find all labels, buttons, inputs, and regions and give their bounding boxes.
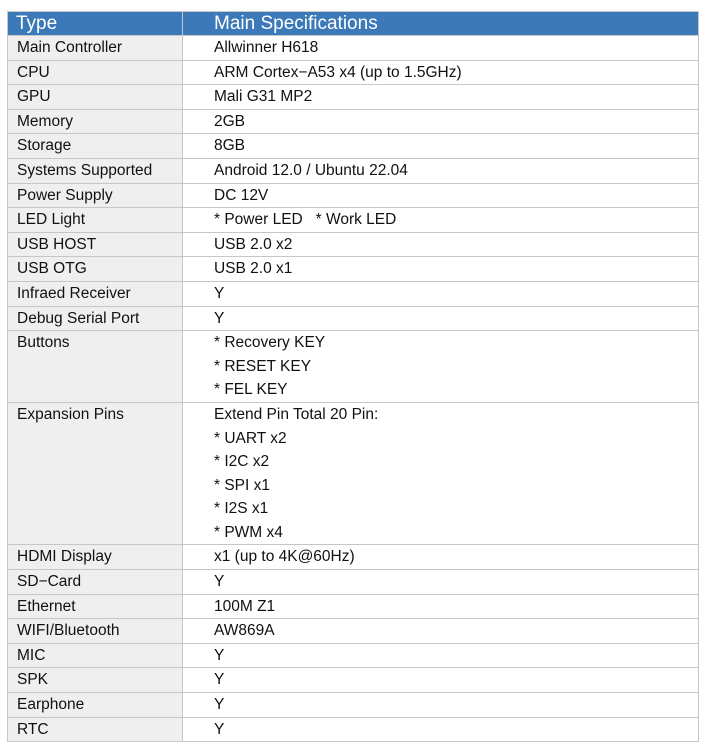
spec-type-label: Ethernet xyxy=(17,597,76,615)
spec-type-label: Systems Supported xyxy=(17,161,153,179)
spec-value-line: Allwinner H618 xyxy=(214,39,319,56)
spec-type-label: USB OTG xyxy=(17,260,87,278)
spec-type-cell xyxy=(8,158,183,183)
table-row xyxy=(8,183,699,208)
spec-type-label: Power Supply xyxy=(17,186,113,204)
spec-value-line: * I2S x1 xyxy=(214,500,269,518)
spec-value-line: USB 2.0 x2 xyxy=(214,235,293,253)
spec-type-cell xyxy=(8,208,183,233)
table-row xyxy=(8,570,699,595)
table-row xyxy=(8,232,699,257)
spec-type-cell xyxy=(8,717,183,742)
table-header-row xyxy=(8,12,699,36)
table-row xyxy=(8,208,699,233)
spec-value-line: USB 2.0 x1 xyxy=(214,260,293,278)
spec-type-cell xyxy=(8,281,183,306)
table-row xyxy=(8,619,699,644)
spec-value-line: 8GB xyxy=(214,137,246,155)
spec-type-cell xyxy=(8,36,183,61)
spec-value-line: * FEL KEY xyxy=(214,381,288,399)
spec-type-label: Storage xyxy=(17,137,72,155)
spec-type-label: Buttons xyxy=(17,334,70,352)
spec-value-line: Extend Pin Total 20 Pin: xyxy=(214,405,379,423)
spec-value-line: * UART x2 xyxy=(214,429,287,447)
table-row xyxy=(8,717,699,742)
spec-type-cell xyxy=(8,402,183,545)
spec-table xyxy=(7,11,699,742)
spec-value-line: * RESET KEY xyxy=(214,357,312,375)
spec-value-cell xyxy=(183,693,699,718)
spec-value-line: Y xyxy=(214,573,225,591)
spec-type-label: MIC xyxy=(17,646,46,664)
spec-value-cell xyxy=(183,257,699,282)
spec-type-cell xyxy=(8,109,183,134)
table-row xyxy=(8,60,699,85)
spec-type-cell xyxy=(8,183,183,208)
spec-value-line: AW869A xyxy=(214,622,275,640)
table-row xyxy=(8,158,699,183)
table-row xyxy=(8,281,699,306)
spec-type-label: Earphone xyxy=(17,696,85,714)
spec-type-label: Debug Serial Port xyxy=(17,309,140,327)
spec-value-cell xyxy=(183,109,699,134)
spec-value-cell xyxy=(183,281,699,306)
spec-value-line: Y xyxy=(214,646,225,664)
spec-value-cell xyxy=(183,306,699,331)
spec-type-label: SD−Card xyxy=(17,573,82,591)
spec-type-cell xyxy=(8,570,183,595)
spec-value-line: Y xyxy=(214,284,225,302)
spec-type-label: GPU xyxy=(17,88,51,106)
spec-value-cell xyxy=(183,60,699,85)
spec-value-cell xyxy=(183,134,699,159)
spec-value-line: Y xyxy=(214,309,225,327)
spec-value-cell xyxy=(183,643,699,668)
spec-type-cell xyxy=(8,693,183,718)
header-type: Type xyxy=(8,12,183,36)
spec-value-line: 2GB xyxy=(214,112,246,130)
spec-type-label: SPK xyxy=(17,671,49,689)
spec-type-label: LED Light xyxy=(17,211,86,229)
spec-value-line: Y xyxy=(214,671,225,689)
spec-type-cell xyxy=(8,643,183,668)
table-row xyxy=(8,545,699,570)
table-row xyxy=(8,643,699,668)
table-row xyxy=(8,85,699,110)
spec-value-line: Android 12.0 / Ubuntu 22.04 xyxy=(214,161,408,179)
spec-type-cell xyxy=(8,545,183,570)
spec-value-cell xyxy=(183,570,699,595)
spec-type-label: Expansion Pins xyxy=(17,405,124,423)
spec-value-line: 100M Z1 xyxy=(214,597,276,615)
spec-type-cell xyxy=(8,60,183,85)
spec-type-label: HDMI Display xyxy=(17,548,112,566)
spec-type-label: USB HOST xyxy=(17,235,97,253)
header-main-specifications: Main Specifications xyxy=(183,12,699,36)
spec-value-cell xyxy=(183,594,699,619)
spec-value-cell xyxy=(183,331,699,403)
table-row xyxy=(8,402,699,545)
spec-value-cell xyxy=(183,402,699,545)
spec-value-line: * Recovery KEY xyxy=(214,334,326,352)
spec-value-cell xyxy=(183,158,699,183)
spec-type-cell xyxy=(8,619,183,644)
spec-type-cell xyxy=(8,257,183,282)
spec-value-cell xyxy=(183,232,699,257)
spec-type-cell xyxy=(8,594,183,619)
spec-type-cell xyxy=(8,232,183,257)
table-row xyxy=(8,594,699,619)
spec-value-cell xyxy=(183,545,699,570)
table-row xyxy=(8,36,699,61)
spec-value-line: Y xyxy=(214,696,225,714)
spec-value-cell xyxy=(183,717,699,742)
spec-value-line: * SPI x1 xyxy=(214,476,270,494)
table-row xyxy=(8,134,699,159)
spec-value-cell xyxy=(183,183,699,208)
spec-value-line: * I2C x2 xyxy=(214,453,270,471)
spec-value-line: Y xyxy=(214,720,225,738)
spec-type-cell xyxy=(8,306,183,331)
spec-value-line: ARM Cortex−A53 x4 (up to 1.5GHz) xyxy=(214,63,462,81)
spec-value-line: Mali G31 MP2 xyxy=(214,88,313,106)
spec-value-cell xyxy=(183,36,699,61)
spec-type-label: Memory xyxy=(17,112,73,130)
spec-type-label: CPU xyxy=(17,63,50,81)
spec-value-line: * PWM x4 xyxy=(214,523,283,541)
table-row xyxy=(8,331,699,403)
spec-type-cell xyxy=(8,668,183,693)
spec-value-cell xyxy=(183,668,699,693)
table-row xyxy=(8,257,699,282)
table-row xyxy=(8,668,699,693)
table-row xyxy=(8,693,699,718)
spec-value-cell xyxy=(183,208,699,233)
spec-table-body xyxy=(8,36,699,742)
table-row xyxy=(8,109,699,134)
spec-value-cell xyxy=(183,619,699,644)
spec-type-label: Main Controller xyxy=(17,39,123,56)
spec-value-line: * Power LED * Work LED xyxy=(214,211,397,229)
spec-type-cell xyxy=(8,85,183,110)
spec-value-line: x1 (up to 4K@60Hz) xyxy=(214,548,355,566)
spec-type-label: WIFI/Bluetooth xyxy=(17,622,120,640)
spec-value-cell xyxy=(183,85,699,110)
spec-value-line: DC 12V xyxy=(214,186,269,204)
spec-type-label: Infraed Receiver xyxy=(17,284,131,302)
table-row xyxy=(8,306,699,331)
spec-type-cell xyxy=(8,134,183,159)
spec-type-label: RTC xyxy=(17,720,49,738)
spec-type-cell xyxy=(8,331,183,403)
